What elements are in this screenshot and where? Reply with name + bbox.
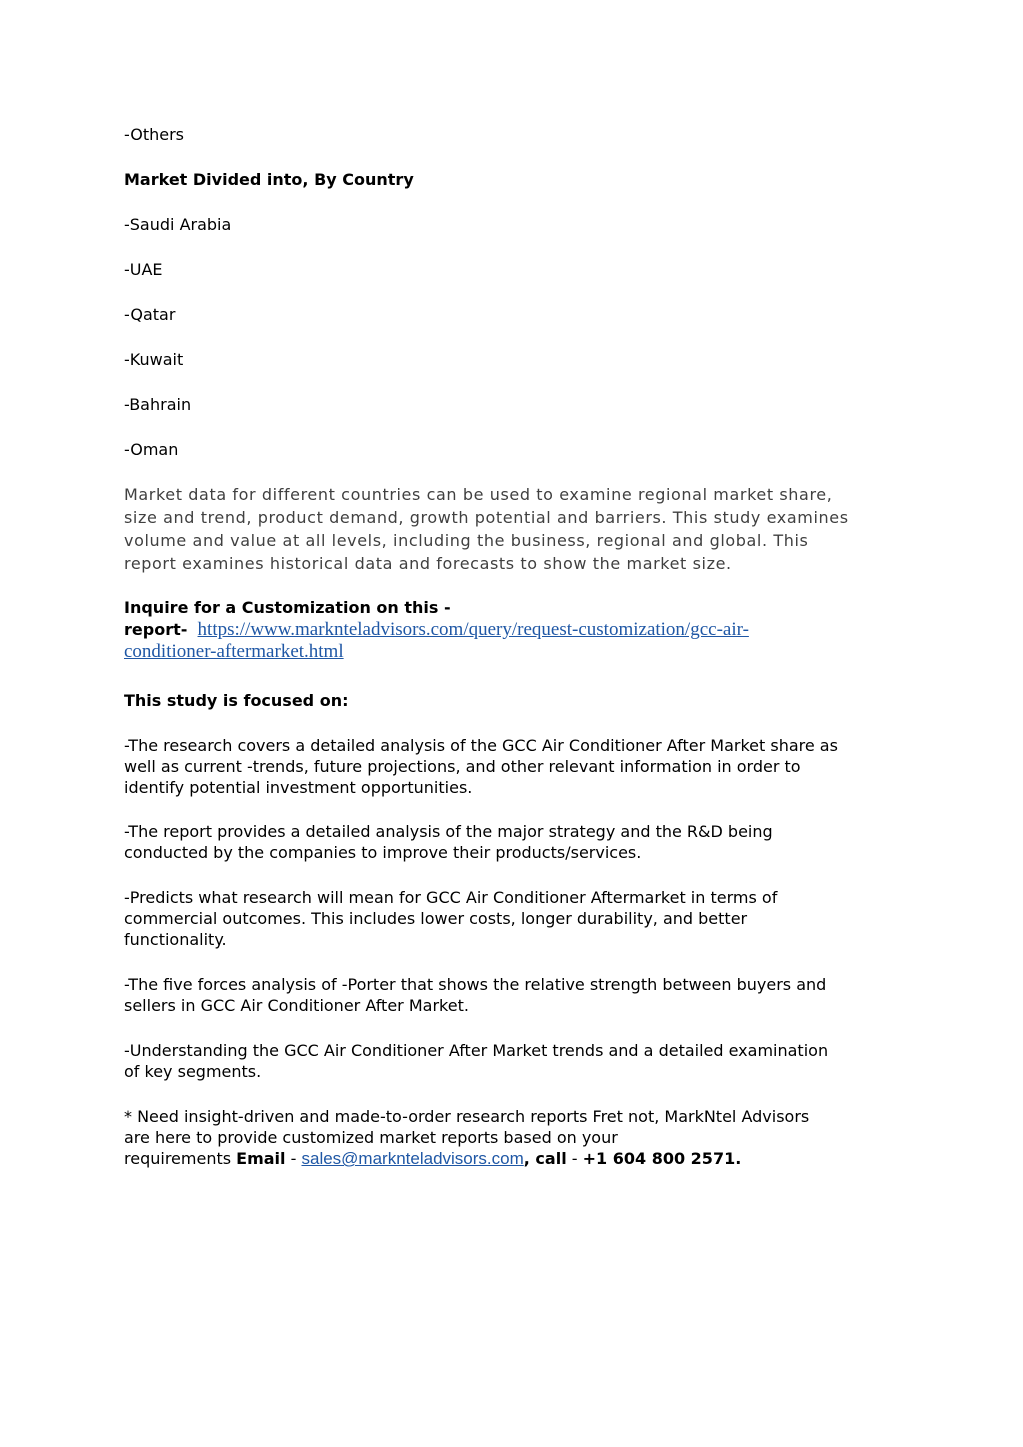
separator: -	[566, 1149, 583, 1168]
focus-point-line: functionality.	[124, 930, 227, 949]
contact-prefix: requirements	[124, 1149, 237, 1168]
call-label: call	[535, 1149, 567, 1168]
customization-inquiry	[124, 597, 914, 663]
email-link[interactable]: sales@marknteladvisors.com	[301, 1149, 524, 1168]
email-label: Email	[236, 1149, 286, 1168]
focus-point-line: -The five forces analysis of -Porter that shows the relative strength between buyers and	[124, 975, 827, 994]
focus-point-line: sellers in GCC Air Conditioner After Market.	[124, 996, 469, 1015]
focus-point-line: of key segments.	[124, 1062, 262, 1081]
focus-point-line: -Understanding the GCC Air Conditioner After Market trends and a detailed examination	[124, 1041, 829, 1060]
inquiry-label-report: report-	[124, 620, 188, 639]
separator: ,	[523, 1149, 536, 1168]
focus-point	[124, 821, 914, 863]
contact-line: are here to provide customized market reports based on your	[124, 1128, 618, 1147]
focus-point-line: conducted by the companies to improve their products/services.	[124, 843, 642, 862]
focus-heading: This study is focused on:	[124, 691, 349, 710]
paragraph-line: report examines historical data and forecasts to show the market size.	[124, 554, 732, 573]
contact-line-details	[124, 1148, 914, 1169]
customization-link[interactable]: https://www.marknteladvisors.com/query/request-customization/gcc-air-	[197, 619, 749, 640]
focus-point-line: -Predicts what research will mean for GCC Air Conditioner Aftermarket in terms of	[124, 888, 778, 907]
focus-point-line: -The research covers a detailed analysis of the GCC Air Conditioner After Market share as	[124, 736, 838, 755]
focus-point-line: identify potential investment opportunities.	[124, 778, 473, 797]
contact-paragraph	[124, 1106, 914, 1169]
contact-line: * Need insight-driven and made-to-order research reports Fret not, MarkNtel Advisors	[124, 1107, 810, 1126]
phone-number: +1 604 800 2571.	[582, 1149, 742, 1168]
country-item: -Bahrain	[124, 395, 192, 414]
focus-point-line: commercial outcomes. This includes lower costs, longer durability, and better	[124, 909, 748, 928]
segment-item-others: -Others	[124, 125, 184, 144]
focus-point-line: -The report provides a detailed analysis of the major strategy and the R&D being	[124, 822, 773, 841]
focus-point	[124, 887, 914, 950]
focus-point	[124, 735, 914, 798]
country-item: -Oman	[124, 440, 179, 459]
country-heading: Market Divided into, By Country	[124, 170, 414, 189]
focus-point	[124, 1040, 914, 1082]
paragraph-line: Market data for different countries can be used to examine regional market share,	[124, 485, 833, 504]
customization-link-continued[interactable]: conditioner-aftermarket.html	[124, 641, 344, 662]
focus-point	[124, 974, 914, 1016]
paragraph-line: size and trend, product demand, growth potential and barriers. This study examines	[124, 508, 849, 527]
country-item: -UAE	[124, 260, 163, 279]
paragraph-line: volume and value at all levels, including the business, regional and global. This	[124, 531, 809, 550]
country-item: -Saudi Arabia	[124, 215, 232, 234]
inquiry-label: Inquire for a Customization on this -	[124, 598, 451, 617]
country-item: -Qatar	[124, 305, 176, 324]
separator: -	[285, 1149, 302, 1168]
market-data-paragraph	[124, 483, 914, 575]
country-item: -Kuwait	[124, 350, 184, 369]
focus-point-line: well as current -trends, future projections, and other relevant information in order to	[124, 757, 801, 776]
